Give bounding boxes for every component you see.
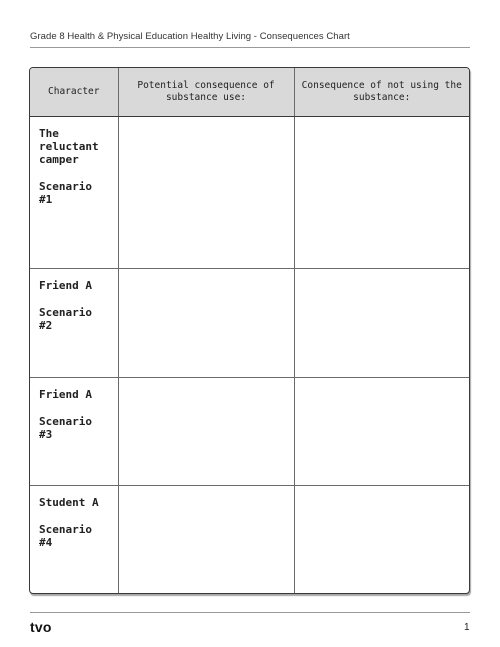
scenario-label: Scenario #4 (39, 523, 92, 549)
column-header-potential-consequence: Potential consequence of substance use: (118, 68, 294, 117)
table-row (30, 486, 469, 594)
character-name: The reluctant camper (39, 127, 99, 166)
potential-consequence-cell[interactable] (118, 117, 294, 269)
character-cell (30, 486, 118, 594)
table-row (30, 117, 469, 269)
not-using-consequence-cell[interactable] (294, 269, 469, 377)
tvo-logo: tvo (30, 619, 52, 635)
scenario-label: Scenario #2 (39, 306, 92, 333)
potential-consequence-cell[interactable] (118, 486, 294, 594)
not-using-consequence-cell[interactable] (294, 377, 469, 485)
page-header-title: Grade 8 Health & Physical Education Healthy Living - Consequences Chart (30, 31, 350, 42)
character-name: Friend A (39, 279, 92, 293)
page-number: 1 (464, 622, 470, 633)
table-row (30, 269, 469, 377)
column-header-not-using-consequence: Consequence of not using the substance: (294, 68, 469, 117)
potential-consequence-cell[interactable] (118, 377, 294, 485)
column-header-character: Character (30, 68, 118, 117)
header-divider (30, 47, 470, 48)
not-using-consequence-cell[interactable] (294, 117, 469, 269)
footer-divider (30, 612, 470, 613)
character-cell (30, 377, 118, 485)
table-row (30, 377, 469, 485)
consequences-table (30, 68, 469, 593)
table-header-row (30, 68, 469, 117)
scenario-label: Scenario #3 (39, 414, 92, 441)
potential-consequence-cell[interactable] (118, 269, 294, 377)
not-using-consequence-cell[interactable] (294, 486, 469, 594)
character-cell (30, 117, 118, 269)
character-name: Student A (39, 496, 99, 509)
consequences-chart (29, 67, 470, 594)
character-cell (30, 269, 118, 377)
scenario-label: Scenario #1 (39, 180, 92, 206)
character-name: Friend A (39, 387, 92, 401)
